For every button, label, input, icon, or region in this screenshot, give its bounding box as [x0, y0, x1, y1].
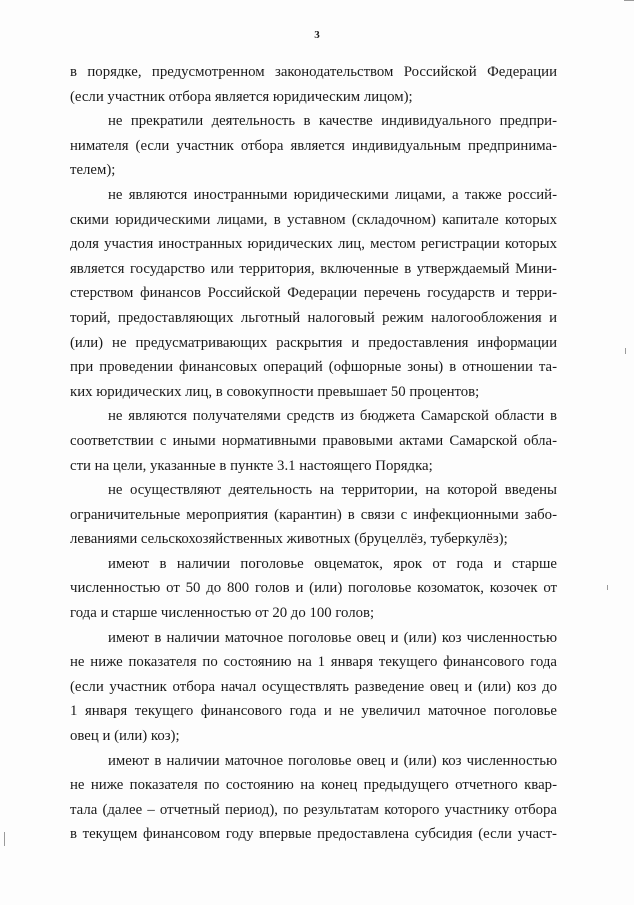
- text-line: численностью от 50 до 800 голов и (или) поголовье козоматок, козочек от: [70, 580, 557, 597]
- text-line: не являются получателями средств из бюджета Самарской области в: [108, 408, 557, 425]
- text-line: сти на цели, указанные в пункте 3.1 настоящего Порядка;: [70, 457, 433, 474]
- text-line: является государство или территория, включенные в утверждаемый Мини-: [70, 260, 557, 277]
- text-line: тала (далее – отчетный период), по результатам которого участнику отбора: [70, 801, 557, 818]
- document-body: [70, 60, 557, 847]
- text-line: леваниями сельскохозяйственных животных (бруцеллёз, туберкулёз);: [70, 531, 508, 548]
- text-line: торий, предоставляющих льготный налоговый режим налогообложения и: [70, 309, 557, 326]
- text-line: имеют в наличии маточное поголовье овец и (или) коз численностью: [108, 752, 557, 769]
- text-line: года и старше численностью от 20 до 100 голов;: [70, 605, 375, 622]
- text-line: 1 января текущего финансового года и не увеличил маточное поголовье: [70, 703, 557, 720]
- text-line: скими юридическими лицами, в уставном (складочном) капитале которых: [70, 211, 557, 228]
- text-line: телем);: [70, 162, 116, 179]
- text-line: соответствии с иными нормативными правовыми актами Самарской обла-: [70, 432, 557, 449]
- scan-margin-dot: [4, 832, 5, 846]
- text-line: имеют в наличии поголовье овцематок, ярок от года и старше: [108, 555, 557, 572]
- text-line: в порядке, предусмотренном законодательством Российской Федерации: [70, 64, 557, 80]
- scan-edge-mark: [624, 0, 634, 1]
- page-number: 3: [314, 29, 320, 41]
- text-line: (или) не предусматривающих раскрытия и предоставления информации: [70, 334, 557, 351]
- text-line: не ниже показателя по состоянию на конец предыдущего отчетного квар-: [70, 777, 557, 794]
- text-line: ограничительные мероприятия (карантин) в связи с инфекционными забо-: [70, 506, 557, 523]
- scan-margin-dot: [625, 348, 626, 354]
- text-line: стерством финансов Российской Федерации перечень государств и терри-: [70, 285, 557, 302]
- text-line: при проведении финансовых операций (офшорные зоны) в отношении та-: [70, 359, 557, 376]
- text-line: в текущем финансовом году впервые предоставлена субсидия (если участ-: [70, 826, 557, 843]
- text-line: ких юридических лиц, в совокупности превышает 50 процентов;: [70, 383, 480, 400]
- text-line: имеют в наличии маточное поголовье овец и (или) коз численностью: [108, 629, 557, 646]
- text-line: (если участник отбора начал осуществлять разведение овец и (или) коз до: [70, 678, 557, 695]
- scan-margin-dot: [607, 585, 608, 590]
- text-line: не осуществляют деятельность на территории, на которой введены: [108, 482, 557, 499]
- text-line: овец и (или) коз);: [70, 728, 180, 745]
- text-line: (если участник отбора является юридическим лицом);: [70, 88, 413, 105]
- text-line: не являются иностранными юридическими лицами, а также россий-: [108, 186, 557, 203]
- text-line: не ниже показателя по состоянию на 1 января текущего финансового года: [70, 654, 557, 671]
- text-line: нимателя (если участник отбора является индивидуальным предпринима-: [70, 137, 557, 154]
- text-line: доля участия иностранных юридических лиц, местом регистрации которых: [70, 236, 557, 253]
- text-line: не прекратили деятельность в качестве индивидуального предпри-: [108, 113, 557, 130]
